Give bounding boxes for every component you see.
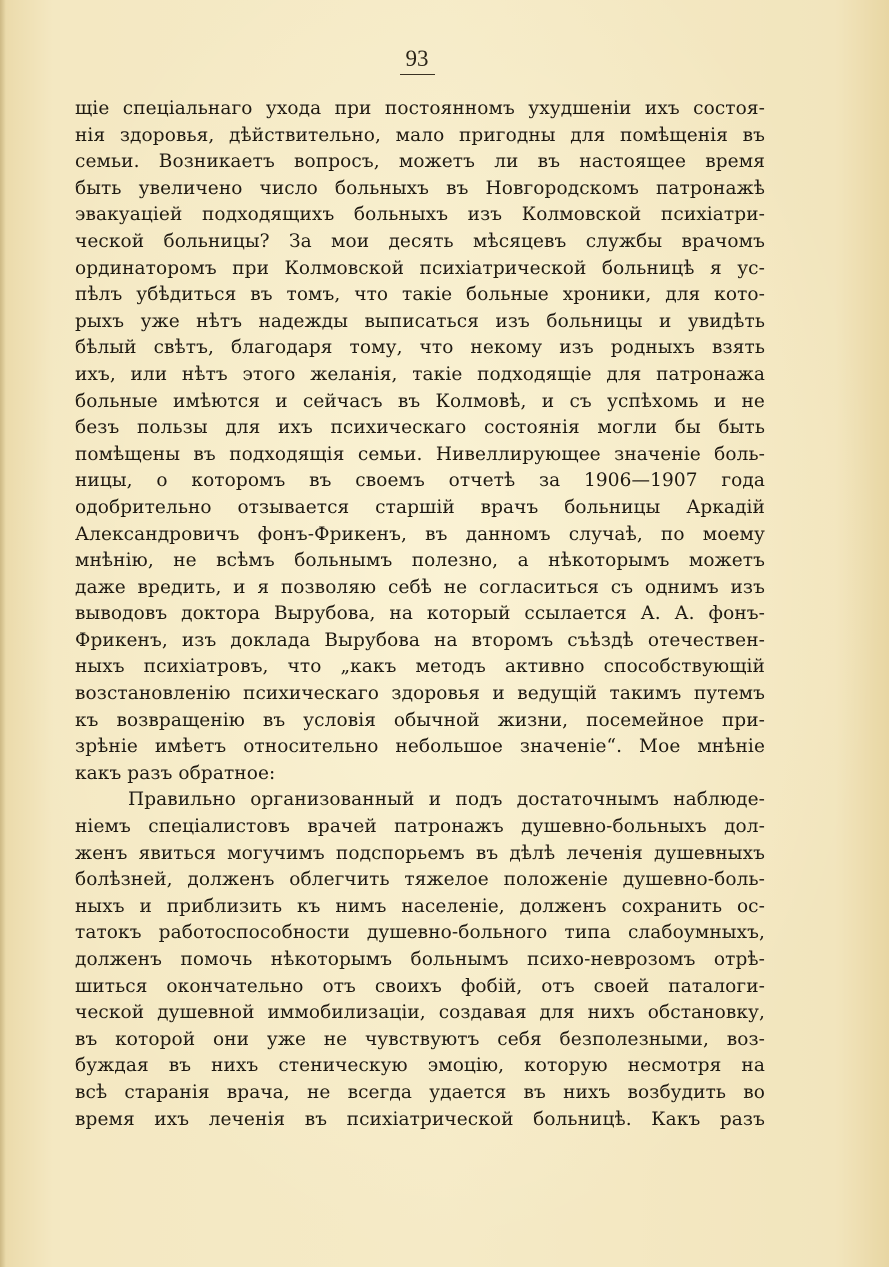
text-line: ихъ, или нѣтъ этого желанія, такіе подходящіе для патронажа [75,363,765,385]
text-line: шиться окончательно отъ своихъ фобій, отъ своей паталоги- [75,975,765,997]
text-line: эвакуаціей подходящихъ больныхъ изъ Колмовской психіатри- [75,204,765,226]
text-line: всѣ старанія врача, не всегда удается въ нихъ возбудить во [75,1081,765,1103]
text-line: время ихъ леченія въ психіатрической больницѣ. Какъ разъ [75,1108,765,1130]
text-line: быть увеличено число больныхъ въ Новгородскомъ патронажѣ [75,177,765,199]
text-line: болѣзней, долженъ облегчить тяжелое положеніе душевно-боль- [75,869,765,891]
text-line: Правильно организованный и подъ достаточнымъ наблюде- [128,789,765,811]
text-line: нія здоровья, дѣйствительно, мало пригодны для помѣщенія въ [75,124,765,146]
page-edge-shadow [0,0,6,1267]
text-line: Александровичъ фонъ-Фрикенъ, въ данномъ случаѣ, по моему [75,523,765,545]
text-line: ницы, о которомъ въ своемъ отчетѣ за 1906—1907 года [75,470,765,492]
text-line: ныхъ и приблизить къ нимъ населеніе, долженъ сохранить ос- [75,895,765,917]
text-line: ординаторомъ при Колмовской психіатрической больницѣ я ус- [75,257,765,279]
text-line: ческой больницы? За мои десять мѣсяцевъ службы врачомъ [75,230,765,252]
text-line: ческой душевной иммобилизаціи, создавая для нихъ обстановку, [75,1002,765,1024]
text-line: какъ разъ обратное: [75,762,276,784]
text-line: выводовъ доктора Вырубова, на который ссылается А. А. фонъ- [75,603,765,625]
body-text [75,96,765,1133]
text-line: одобрительно отзывается старшій врачъ больницы Аркадій [75,496,765,518]
text-line: въ которой они уже не чувствуютъ себя безполезными, воз- [75,1028,765,1050]
text-line: даже вредить, и я позволяю себѣ не согласиться съ однимъ изъ [75,576,765,598]
text-line: татокъ работоспособности душевно-больного типа слабоумныхъ, [75,922,765,944]
text-line: пѣлъ убѣдиться въ томъ, что такіе больные хроники, для кото- [75,284,765,306]
text-line: бѣлый свѣтъ, благодаря тому, что некому изъ родныхъ взять [75,337,765,359]
text-line: ніемъ спеціалистовъ врачей патронажъ душевно-больныхъ дол- [75,816,765,838]
text-line: семьи. Возникаетъ вопросъ, можетъ ли въ настоящее время [75,151,765,173]
text-line: Фрикенъ, изъ доклада Вырубова на второмъ съѣздѣ отечествен- [75,629,765,651]
text-line: къ возвращенію въ условія обычной жизни, посемейное при- [75,709,765,731]
text-line: буждая въ нихъ стеническую эмоцію, которую несмотря на [75,1055,765,1077]
text-line: зрѣніе имѣетъ относительно небольшое значеніе“. Мое мнѣніе [75,736,765,758]
text-line: безъ пользы для ихъ психическаго состоянія могли бы быть [75,417,765,439]
text-line: помѣщены въ подходящія семьи. Нивеллирующее значеніе боль- [75,443,765,465]
page-number [0,46,834,75]
text-line: ныхъ психіатровъ, что „какъ методъ активно способствующій [75,656,765,678]
text-line: щіе спеціальнаго ухода при постоянномъ ухудшеніи ихъ состоя- [75,98,765,119]
text-line: женъ явиться могучимъ подспорьемъ въ дѣлѣ леченія душевныхъ [75,842,765,864]
text-line: рыхъ уже нѣтъ надежды выписаться изъ больницы и увидѣть [75,310,765,332]
text-line: долженъ помочь нѣкоторымъ больнымъ психо-неврозомъ отрѣ- [75,949,765,970]
text-line: больные имѣются и сейчасъ въ Колмовѣ, и съ успѣхомь и не [75,390,765,412]
text-line: мнѣнію, не всѣмъ больнымъ полезно, а нѣкоторымъ можетъ [75,550,765,572]
text-line: возстановленію психическаго здоровья и ведущій такимъ путемъ [75,683,765,705]
page-number-text: 93 [400,46,435,75]
